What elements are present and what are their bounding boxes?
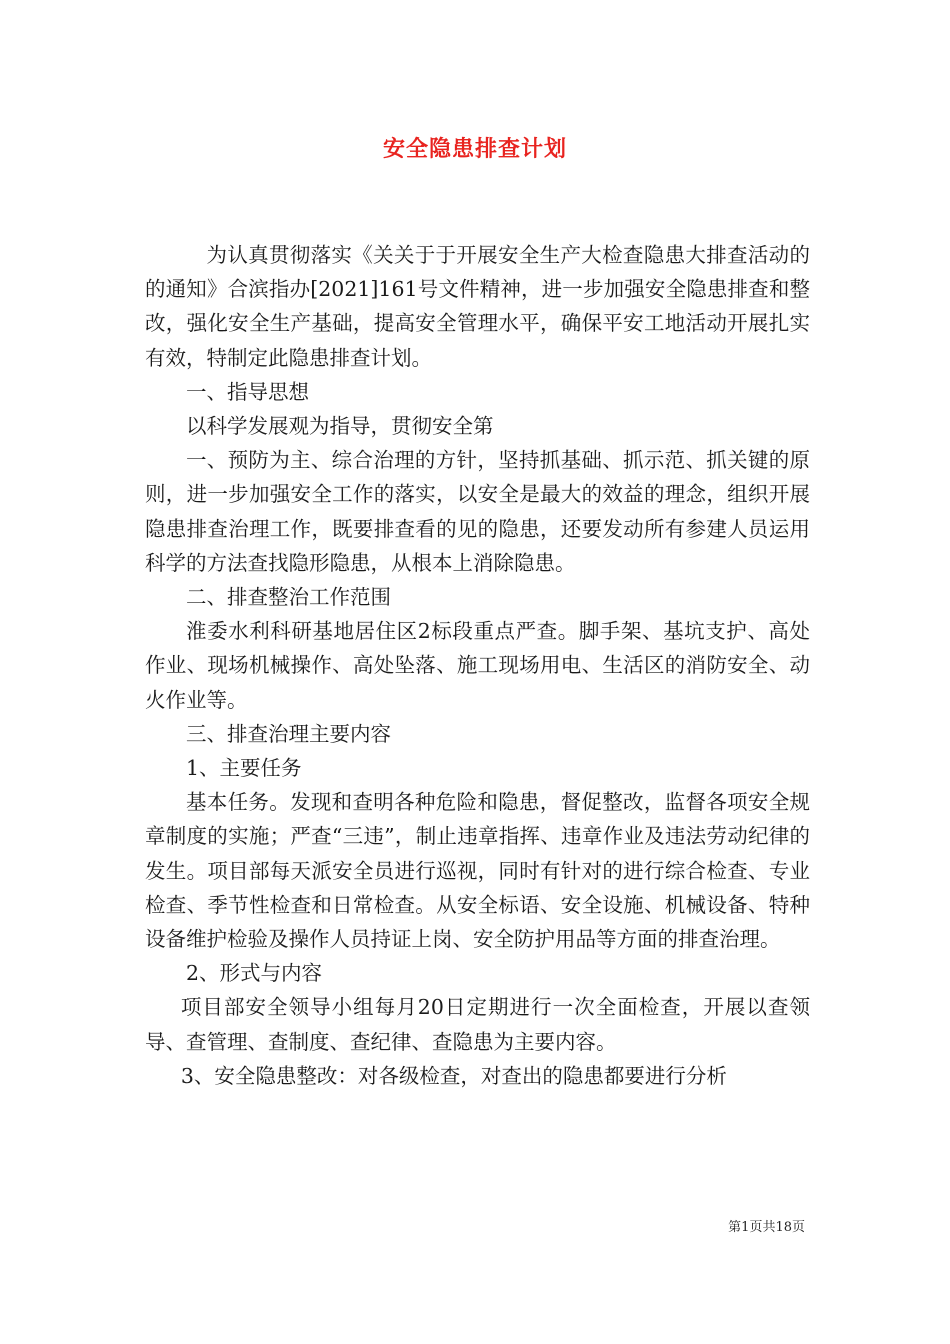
paragraph-intro: 为认真贯彻落实《关关于于开展安全生产大检查隐患大排查活动的的通知》合滨指办[2021]161号文件精神，进一步加强安全隐患排查和整改，强化安全生产基础，提高安全管理水平，确保平安工地活动开展扎实有效，特制定此隐患排查计划。 [145,243,810,370]
document-title: 安全隐患排查计划 [382,136,567,162]
paragraph-principles: 一、预防为主、综合治理的方针，坚持抓基础、抓示范、抓关键的原则，进一步加强安全工作的落实，以安全是最大的效益的理念，组织开展隐患排查治理工作，既要排查看的见的隐患，还要发动所有参建人员运用科学的方法查找隐形隐患，从根本上消除隐患。 [145,448,810,575]
page-number: 第1页共18页 [728,1220,805,1235]
paragraph-rectification: 3、安全隐患整改：对各级检查，对查出的隐患都要进行分析 [180,1063,727,1088]
paragraph-guiding-ideology: 以科学发展观为指导，贯彻安全第 [186,414,494,439]
heading-main-content: 三、排查治理主要内容 [186,721,391,746]
paragraph-form-content: 项目部安全领导小组每月20日定期进行一次全面检查，开展以查领导、查管理、查制度、查纪律、查隐患为主要内容。 [145,995,810,1054]
paragraph-scope: 淮委水利科研基地居住区2标段重点严查。脚手架、基坑支护、高处作业、现场机械操作、高处坠落、施工现场用电、生活区的消防安全、动火作业等。 [145,619,810,712]
heading-guiding-ideology: 一、指导思想 [186,379,309,404]
heading-main-tasks: 1、主要任务 [186,756,302,781]
heading-form-content: 2、形式与内容 [186,961,323,986]
paragraph-main-tasks: 基本任务。发现和查明各种危险和隐患，督促整改，监督各项安全规章制度的实施；严查“三违”，制止违章指挥、违章作业及违法劳动纪律的发生。项目部每天派安全员进行巡视，同时有针对的进行综合检查、专业检查、季节性检查和日常检查。从安全标语、安全设施、机械设备、特种设备维护检验及操作人员持证上岗、安全防护用品等方面的排查治理。 [145,790,810,952]
heading-scope: 二、排查整治工作范围 [186,585,391,610]
document-body [145,238,810,1093]
